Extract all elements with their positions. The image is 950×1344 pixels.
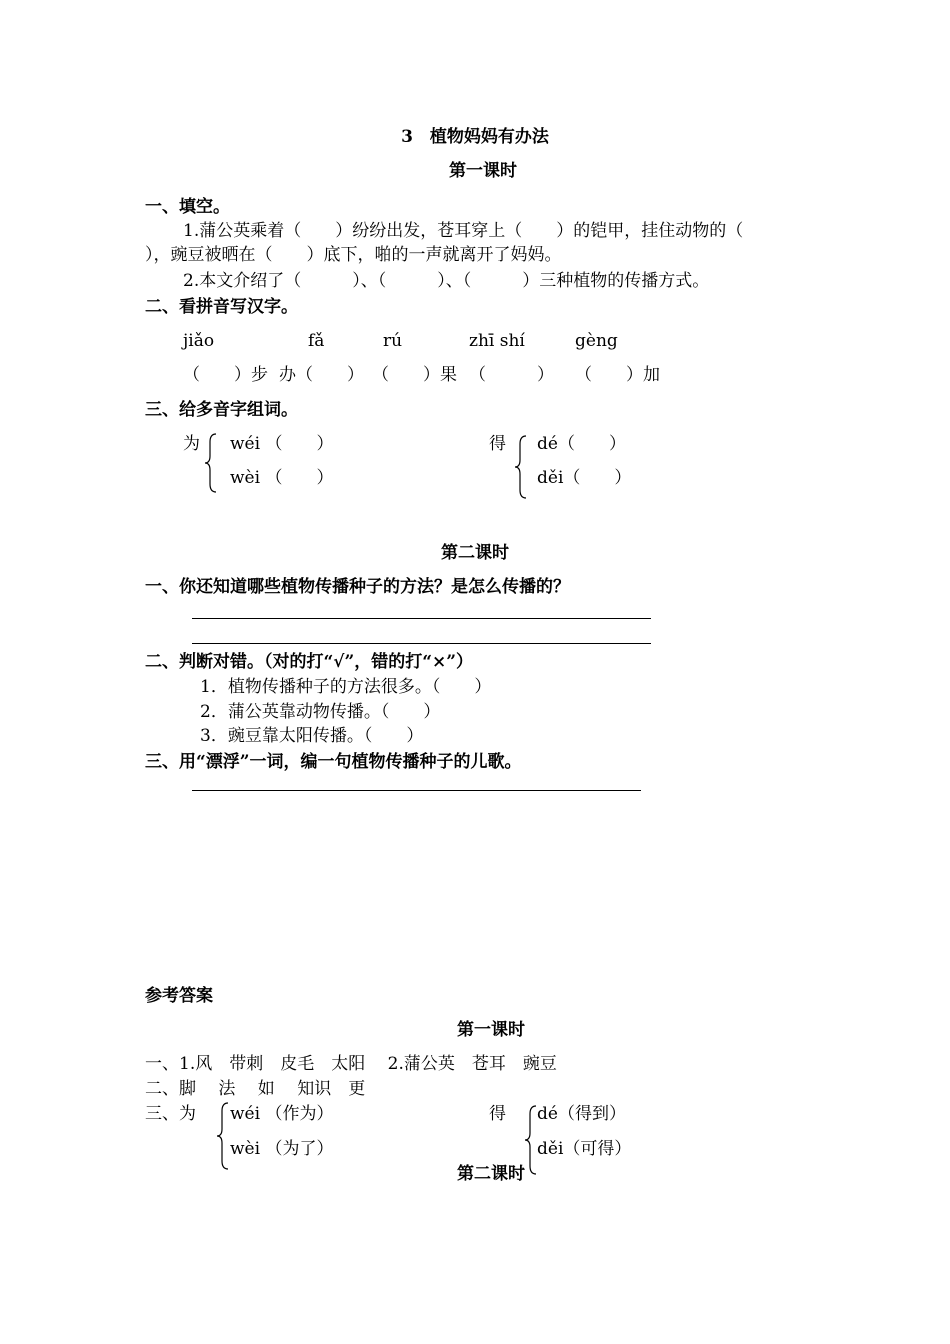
l1-q1-line2: ），豌豆被晒在（ ）底下，啪的一声就离开了妈妈。	[145, 245, 562, 265]
pinyin-2: fǎ	[308, 331, 325, 351]
pinyin-1: jiǎo	[183, 331, 215, 351]
answers-title: 参考答案	[145, 986, 213, 1006]
l2-sec2-title: 二、判断对错。（对的打“√”，错的打“×”）	[145, 652, 474, 672]
answer-line	[192, 643, 651, 644]
blank-3: （ ）果	[372, 365, 457, 385]
blank-4: （ ）	[469, 365, 554, 385]
answer-line	[192, 790, 641, 791]
wei-reading-1: wéi （ ）	[230, 434, 334, 454]
pinyin-4: zhī shí	[469, 331, 525, 351]
page-title: 3 植物妈妈有办法	[401, 127, 549, 147]
answer-wei-2: wèi （为了）	[230, 1139, 334, 1159]
brace-icon	[514, 434, 528, 500]
judge-item-3: 3．豌豆靠太阳传播。（ ）	[200, 726, 424, 746]
poly-char-de: 得	[489, 434, 506, 454]
wei-reading-2: wèi （ ）	[230, 468, 334, 488]
answer-de-1: dé（得到）	[537, 1104, 626, 1124]
blank-2: 办（ ）	[279, 365, 364, 385]
lesson2-heading: 第二课时	[441, 543, 509, 563]
de-reading-2: děi（ ）	[537, 468, 632, 488]
l2-sec1-title: 一、你还知道哪些植物传播种子的方法？是怎么传播的？	[145, 577, 570, 597]
brace-icon	[524, 1104, 538, 1176]
l1-sec2-title: 二、看拼音写汉字。	[145, 297, 298, 317]
lesson1-heading: 第一课时	[449, 161, 517, 181]
l2-sec3-title: 三、用“漂浮”一词，编一句植物传播种子的儿歌。	[145, 752, 522, 772]
answer-line-1: 一、1.风 带刺 皮毛 太阳 2.蒲公英 苍耳 豌豆	[145, 1054, 557, 1074]
poly-char-wei: 为	[183, 434, 200, 454]
l1-q1-line1: 1.蒲公英乘着（ ）纷纷出发，苍耳穿上（ ）的铠甲，挂住动物的（	[183, 221, 744, 241]
answer-wei-1: wéi （作为）	[230, 1104, 334, 1124]
brace-icon	[204, 432, 218, 494]
answer-line	[192, 618, 651, 619]
answer-de-2: děi（可得）	[537, 1139, 632, 1159]
pinyin-5: gèng	[575, 331, 618, 351]
answer-line-3-prefix: 三、为	[145, 1104, 196, 1124]
judge-item-1: 1．植物传播种子的方法很多。（ ）	[200, 677, 492, 697]
answers-lesson1-heading: 第一课时	[457, 1020, 525, 1040]
l1-q2: 2.本文介绍了（ ）、（ ）、（ ）三种植物的传播方式。	[183, 271, 710, 291]
blank-1: （ ）步	[183, 365, 268, 385]
l1-sec3-title: 三、给多音字组词。	[145, 400, 298, 420]
answer-de-char: 得	[489, 1104, 506, 1124]
pinyin-3: rú	[383, 331, 403, 351]
l1-sec1-title: 一、填空。	[145, 197, 230, 217]
de-reading-1: dé（ ）	[537, 434, 626, 454]
brace-icon	[216, 1101, 230, 1171]
blank-5: （ ）加	[575, 365, 660, 385]
answer-line-2: 二、脚 法 如 知识 更	[145, 1079, 366, 1099]
judge-item-2: 2．蒲公英靠动物传播。（ ）	[200, 702, 441, 722]
answers-lesson2-heading: 第二课时	[457, 1164, 525, 1184]
